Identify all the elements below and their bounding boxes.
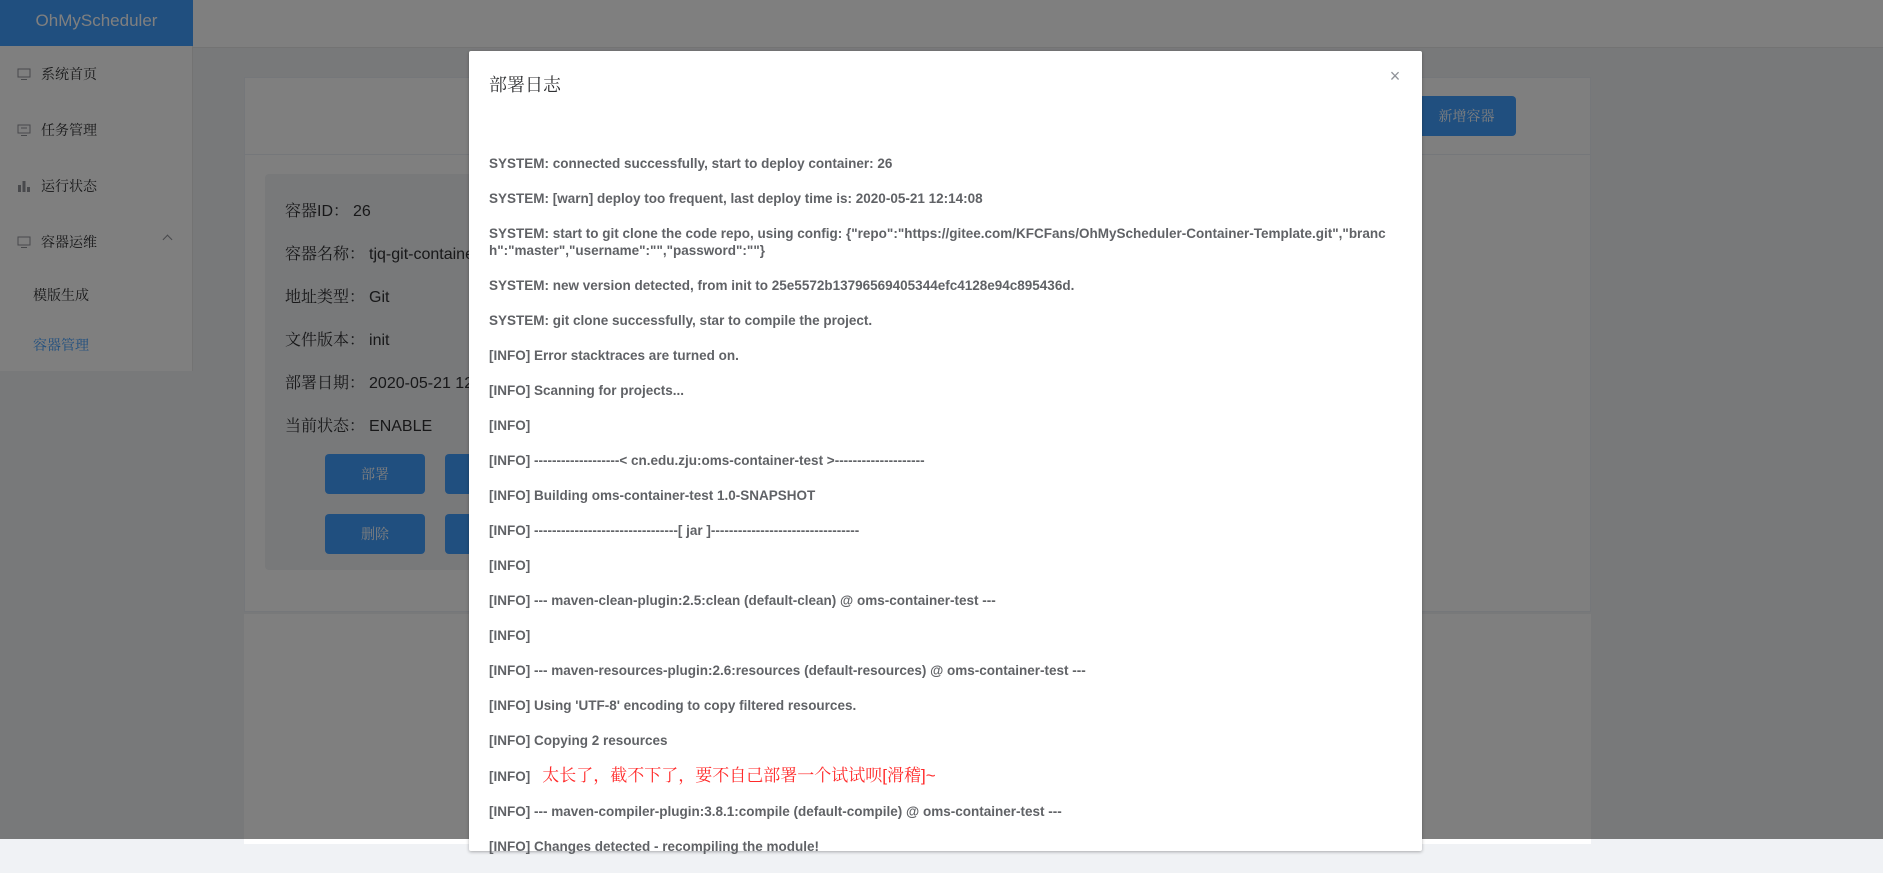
log-line <box>489 417 1402 434</box>
log-line-text: [INFO] Using 'UTF-8' encoding to copy filtered resources. <box>489 698 857 713</box>
log-line-text: SYSTEM: [warn] deploy too frequent, last deploy time is: 2020-05-21 12:14:08 <box>489 191 983 206</box>
log-line-text: SYSTEM: new version detected, from init to 25e5572b13796569405344efc4128e94c895436d. <box>489 278 1075 293</box>
log-line <box>489 487 1402 504</box>
log-line-text: [INFO] --- maven-clean-plugin:2.5:clean (default-clean) @ oms-container-test --- <box>489 593 996 608</box>
deploy-log-dialog <box>469 51 1422 854</box>
log-line <box>489 225 1402 259</box>
annotation-note: 太长了，截不下了，要不自己部署一个试试呗[滑稽]~ <box>542 766 936 785</box>
log-line <box>489 347 1402 364</box>
log-line-text: [INFO] <box>489 769 531 784</box>
log-line-text: [INFO] Error stacktraces are turned on. <box>489 348 739 363</box>
log-line-text: [INFO] Changes detected - recompiling the module! <box>489 839 820 854</box>
log-line <box>489 277 1402 294</box>
log-content <box>489 155 1402 873</box>
log-line <box>489 767 1402 785</box>
log-line <box>489 838 1402 855</box>
log-line-text: [INFO] --------------------------------[ jar ]--------------------------------- <box>489 523 860 538</box>
log-line <box>489 557 1402 574</box>
log-line <box>489 732 1402 749</box>
log-line <box>489 190 1402 207</box>
log-line <box>489 312 1402 329</box>
log-line <box>489 155 1402 172</box>
log-line <box>489 592 1402 609</box>
log-line <box>489 452 1402 469</box>
close-icon[interactable]: × <box>1389 66 1401 86</box>
log-line-text: [INFO] <box>489 628 531 643</box>
log-line <box>489 697 1402 714</box>
log-line <box>489 522 1402 539</box>
log-line <box>489 382 1402 399</box>
dialog-title: 部署日志 <box>489 75 561 95</box>
log-line-text: [INFO] -------------------< cn.edu.zju:oms-container-test >-------------------- <box>489 453 925 468</box>
log-line <box>489 803 1402 820</box>
log-line-text: [INFO] Copying 2 resources <box>489 733 668 748</box>
log-line <box>489 662 1402 679</box>
log-line-text: [INFO] <box>489 558 531 573</box>
log-line-text: [INFO] Building oms-container-test 1.0-SNAPSHOT <box>489 488 816 503</box>
log-line <box>489 627 1402 644</box>
log-line-text: [INFO] --- maven-compiler-plugin:3.8.1:compile (default-compile) @ oms-container-test --- <box>489 804 1062 819</box>
log-line-text: [INFO] <box>489 418 531 433</box>
log-line-text: SYSTEM: start to git clone the code repo, using config: {"repo":"https://gitee.com/KFCFans/OhMyScheduler-Container-Template.git","branch":"master","username":"","password":""} <box>489 226 1386 258</box>
log-line-text: SYSTEM: connected successfully, start to deploy container: 26 <box>489 156 893 171</box>
log-line-text: SYSTEM: git clone successfully, star to compile the project. <box>489 313 873 328</box>
log-line-text: [INFO] --- maven-resources-plugin:2.6:resources (default-resources) @ oms-container-test --- <box>489 663 1086 678</box>
log-line-text: [INFO] Scanning for projects... <box>489 383 685 398</box>
